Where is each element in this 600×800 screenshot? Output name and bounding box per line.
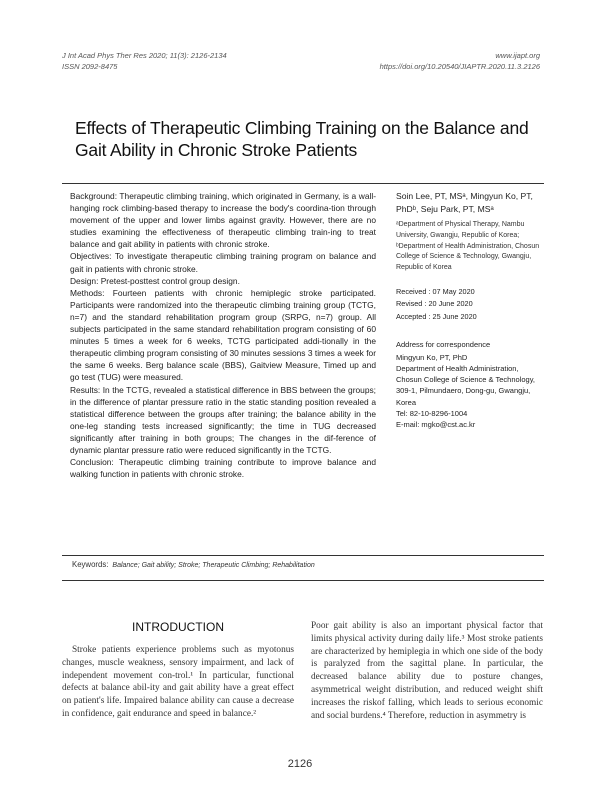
- keywords-values: Balance; Gait ability; Stroke; Therapeutic Climbing; Rehabilitation: [112, 562, 315, 569]
- correspondence-department: Department of Health Administration, Chosun College of Science & Technology, 309-1, Pilmundaero, Dong-gu, Gwangju, Korea: [396, 363, 535, 407]
- authors: Soin Lee, PT, MSᵃ, Mingyun Ko, PT, PhDᵇ, Seju Park, PT, MSᵃ: [396, 191, 533, 214]
- affiliation-b: ᵇDepartment of Health Administration, Chosun College of Science & Technology, Gwangju, Republic of Korea: [396, 242, 540, 272]
- intro-paragraph-left: Stroke patients experience problems such as myotonus changes, muscle weakness, sensory impairment, and lack of independent movement con-trol.¹ In particular, functional defects at balance abil-ity and gait ability have a great effect on patient's life. Impaired balance ability can cause a decrease in confidence, gait endurance and speed in balance.²: [62, 645, 294, 719]
- issn: ISSN 2092-8475: [62, 62, 118, 71]
- intro-paragraph-right: Poor gait ability is also an important physical factor that limits physical activity during daily life.³ Most stroke patients are characterized by hemiplegia in which one side of the body is paralyzed from the sagittal plane. In particular, the decreased balance ability due to posture changes, asymmetrical weight distribution, and reduced weight shift increases the riskof falling, which leads to serious economic and social burdens.⁴ Therefore, reduction in asymmetry is: [311, 621, 543, 721]
- keywords: [72, 560, 315, 569]
- affiliation-a: ᵃDepartment of Physical Therapy, Nambu University, Gwangju, Republic of Korea;: [396, 221, 525, 239]
- keywords-bottom-rule: [62, 580, 544, 581]
- correspondence-title: Address for correspondence: [396, 340, 491, 350]
- abstract-methods: Methods: Fourteen patients with chronic hemiplegic stroke participated. Participants were randomized into the therapeutic climbing training group (TCTG, n=7) and the standard rehabilitation program group (SRPG, n=7) group. All subjects participated in the same standard rehabilitation program consisting of 60 minutes 5 times a week for 6 weeks, TCTG participated addi-tionally in the therapeutic climbing program consisting of 30 minutes sessions 3 times a week for the same 6 weeks. Berg balance scale (BBS), Gaitview Measure, Timed up and go test (TUG) were measured.: [70, 287, 376, 383]
- paper-title: Effects of Therapeutic Climbing Training on the Balance and Gait Ability in Chronic Stroke Patients: [75, 118, 529, 160]
- doi-link[interactable]: https://doi.org/10.20540/JIAPTR.2020.11.3.2126: [379, 62, 540, 71]
- keywords-label: Keywords:: [72, 560, 109, 569]
- abstract-background: Background: Therapeutic climbing training, which originated in Germany, is a wall-hanging rock climbing-based therapy to increase the body's coordina-tion through movement of the upper and lower limbs against gravity. However, there are no studies examining the effectiveness of therapeutic climbing train-ing to treat balance and gait ability in patients with chronic stroke.: [70, 191, 376, 250]
- dates: [396, 286, 544, 324]
- correspondence-email[interactable]: E-mail: mgko@cst.ac.kr: [396, 419, 476, 429]
- keywords-top-rule: [62, 555, 544, 556]
- correspondence-name: Mingyun Ko, PT, PhD: [396, 352, 468, 362]
- section-heading-introduction: INTRODUCTION: [132, 620, 224, 634]
- abstract-design: Design: Pretest-posttest control group design.: [70, 275, 240, 286]
- page-number: 2126: [287, 758, 313, 770]
- accepted-date: Accepted : 25 June 2020: [396, 311, 477, 321]
- website-link[interactable]: www.ijapt.org: [495, 51, 540, 60]
- journal-header: [62, 50, 227, 72]
- journal-citation: J Int Acad Phys Ther Res 2020; 11(3): 2126-2134: [62, 51, 227, 60]
- journal-links: [380, 50, 540, 72]
- affiliations: [396, 220, 544, 274]
- intro-column-left: [62, 620, 294, 721]
- abstract: [70, 190, 376, 480]
- abstract-objectives: Objectives: To investigate therapeutic climbing training program on balance and gait in patients with chronic stroke.: [70, 251, 376, 274]
- abstract-conclusion: Conclusion: Therapeutic climbing training contribute to improve balance and walking function in patients with chronic stroke.: [70, 457, 376, 480]
- correspondence-tel: Tel: 82-10-8296-1004: [396, 408, 468, 418]
- intro-column-right: [311, 620, 543, 722]
- author-sidebar: [396, 190, 544, 430]
- correspondence: [396, 339, 544, 430]
- received-date: Received : 07 May 2020: [396, 286, 475, 296]
- revised-date: Revised : 20 June 2020: [396, 299, 473, 309]
- top-rule: [62, 183, 544, 184]
- abstract-results: Results: In the TCTG, revealed a statistical difference in BBS between the groups; in the difference of plantar pressure ratio in the static standing position revealed a statistical difference between the groups after training; the balance ability in the one-leg standing tests increased significantly; the time in TUG decreased significantly after training in both groups; The changes in the dif-ference of dynamic plantar pressure ratio were reduced significantly in the TCTG.: [70, 384, 376, 455]
